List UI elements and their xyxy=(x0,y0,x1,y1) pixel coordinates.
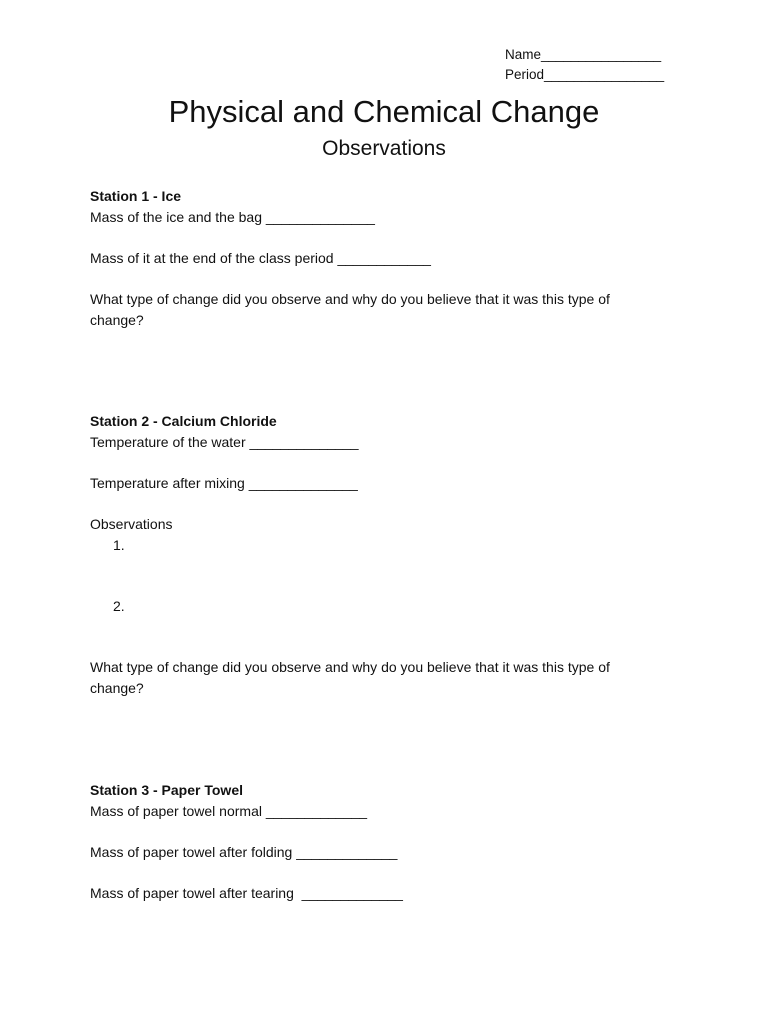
station-1-change-question-line-1: What type of change did you observe and why do you believe that it was this type of xyxy=(90,291,610,307)
station-2-observations-label: Observations xyxy=(90,516,173,532)
station-2-heading: Station 2 - Calcium Chloride xyxy=(90,413,277,429)
station-3-heading: Station 3 - Paper Towel xyxy=(90,782,243,798)
station-2-temperature-after-mixing[interactable]: Temperature after mixing ______________ xyxy=(90,475,358,491)
station-2-observation-item-1[interactable]: 1. xyxy=(113,537,125,553)
station-2-water-temperature[interactable]: Temperature of the water ______________ xyxy=(90,434,359,450)
station-3-mass-after-folding[interactable]: Mass of paper towel after folding _____________ xyxy=(90,844,398,860)
station-3-mass-after-tearing[interactable]: Mass of paper towel after tearing _____________ xyxy=(90,885,403,901)
station-2-observation-item-2[interactable]: 2. xyxy=(113,598,125,614)
page-subtitle: Observations xyxy=(322,137,446,160)
station-1-change-question-line-2: change? xyxy=(90,312,144,328)
station-1-mass-end-period[interactable]: Mass of it at the end of the class period ____________ xyxy=(90,250,431,266)
station-3-mass-normal[interactable]: Mass of paper towel normal _____________ xyxy=(90,803,368,819)
student-info-block xyxy=(505,45,664,85)
name-field[interactable]: Name________________ xyxy=(505,47,662,62)
station-2-change-question-line-2: change? xyxy=(90,680,144,696)
station-1-heading: Station 1 - Ice xyxy=(90,188,182,204)
station-2-change-question-line-1: What type of change did you observe and why do you believe that it was this type of xyxy=(90,659,610,675)
station-1-mass-ice-bag[interactable]: Mass of the ice and the bag ______________ xyxy=(90,209,375,225)
period-field[interactable]: Period________________ xyxy=(505,67,665,82)
page-title: Physical and Chemical Change xyxy=(168,94,600,129)
